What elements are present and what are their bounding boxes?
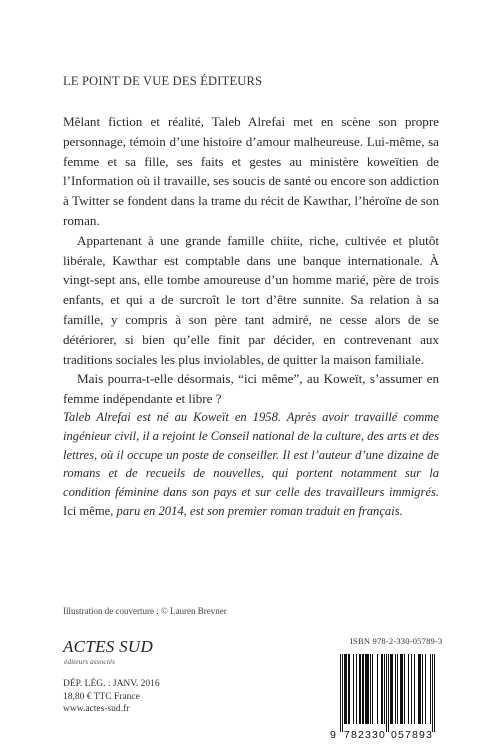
barcode-guard-bar [386,654,387,732]
barcode-bars [328,652,448,732]
barcode-digit: 8 [412,729,418,741]
barcode-bar [377,654,378,724]
barcode-guard-bar [342,654,343,732]
barcode-bar [411,654,412,724]
barcode-digit: 0 [379,729,385,741]
blurb [63,112,439,409]
barcode-digits [328,729,448,741]
barcode-bar [404,654,405,724]
barcode-guard-bar [434,654,435,732]
author-bio-tail: paru en 2014, est son premier roman traduit en français. [116,503,403,518]
barcode-guard-bar [432,654,433,732]
barcode-bar [420,654,421,724]
barcode-guard-bar [388,654,389,732]
barcode-bar [366,654,367,724]
publisher-logo: ACTES SUD [63,637,154,656]
barcode-bar [382,654,383,724]
barcode-bar [362,654,363,724]
barcode [328,652,448,742]
barcode-bar [414,654,415,724]
barcode-bar [384,654,385,724]
legal-deposit: DÉP. LÉG. : JANV. 2016 [63,679,160,689]
barcode-bar [395,654,396,724]
barcode-guard-bar [340,654,341,732]
barcode-bar [368,654,369,724]
barcode-bar [353,654,354,724]
barcode-bar [422,654,423,724]
barcode-bar [390,654,391,724]
barcode-bar [344,654,345,724]
website: www.actes-sud.fr [63,704,130,715]
barcode-digit: 3 [372,729,378,741]
barcode-bar [365,654,366,724]
cover-illustration-credit: Illustration de couverture : © Lauren Brevner [63,606,227,616]
barcode-bar [391,654,392,724]
barcode-bar [359,654,360,724]
blurb-paragraph-1: Mêlant fiction et réalité, Taleb Alrefai met en scène son propre personnage, témoin d’une histoire d’amour malheureuse. Lui-même, sa femme et sa fille, ses faits et gestes au ministère koweïtien de l’Information où il travaille, ses soucis de santé ou encore son addiction à Twitter se fondent dans la trame du récit de Kawthar, l’héroïne de son roman. [63,114,439,228]
barcode-bar [348,654,349,724]
blurb-paragraph-2: Appartenant à une grande famille chiite, riche, cultivée et plutôt libérale, Kawthar est comptable dans une banque internationale. À vingt-sept ans, elle tombe amoureuse d’un homme marié, père de trois enfants, et qui a de surcroît le tort d’être sunnite. Sa relation à sa famille, y compris à son père tant admiré, ne cesse alors de se détériorer, si bien qu’elle finit par décider, en contrevenant aux traditions sociales les plus inviolables, de quitter la maison familiale. [63,232,439,367]
barcode-digit: 9 [419,729,425,741]
book-title-mention: Ici même, [63,503,114,518]
barcode-bar [401,654,402,724]
barcode-bar [349,654,350,724]
price: 18,80 € TTC France [63,691,140,702]
barcode-digit: 3 [365,729,371,741]
barcode-digit: 7 [344,729,350,741]
barcode-bar [381,654,382,724]
blurb-paragraph-3: Mais pourra-t-elle désormais, “ici même”, au Koweït, s’assumer en femme indépendante et libre ? [63,371,439,407]
barcode-digit: 0 [391,729,397,741]
barcode-bar [419,654,420,724]
barcode-bar [346,654,347,724]
barcode-bar [367,654,368,724]
author-bio-text: Taleb Alrefai est né au Koweït en 1958. Après avoir travaillé comme ingénieur civil, il a rejoint le Conseil national de la culture, des arts et des lettres, où il occupe un poste de conseiller. Il est l’auteur d’une dizaine de romans et de recueils de nouvelles, qui portent notamment sur la condition féminine dans son pays et sur celle des travailleurs immigrés. [63,410,439,500]
barcode-digit: 2 [358,729,364,741]
barcode-bar [370,654,371,724]
barcode-bar [430,654,431,724]
barcode-bar [397,654,398,724]
barcode-bar [356,654,357,724]
barcode-digit: 9 [330,729,336,741]
barcode-bar [345,654,346,724]
author-bio [63,408,439,521]
barcode-bar [372,654,373,724]
section-heading: LE POINT DE VUE DES ÉDITEURS [63,74,263,88]
barcode-bar [418,654,419,724]
barcode-digit: 8 [351,729,357,741]
barcode-bar [392,654,393,724]
barcode-bar [363,654,364,724]
publisher-subtitle: éditeurs associés [64,657,116,666]
barcode-digit: 3 [426,729,432,741]
barcode-digit: 5 [398,729,404,741]
barcode-digit: 7 [405,729,411,741]
barcode-bar [400,654,401,724]
barcode-bar [360,654,361,724]
barcode-bar [402,654,403,724]
isbn: ISBN 978-2-330-05789-3 [350,636,443,646]
barcode-bar [425,654,426,724]
legal-info [63,678,160,716]
barcode-bar [408,654,409,724]
